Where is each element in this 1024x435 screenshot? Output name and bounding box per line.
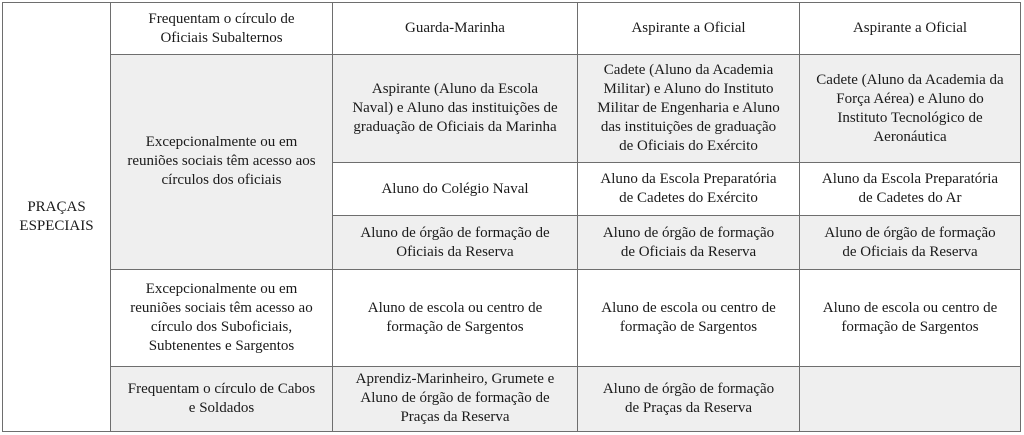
table-row [3,366,1021,431]
aeronautica-cell: Aluno de órgão de formação de Oficiais da Reserva [800,216,1021,269]
aeronautica-cell: Aspirante a Oficial [800,3,1021,55]
group-label: Excepcionalmente ou em reuniões sociais têm acesso aos círculos dos oficiais [111,55,333,269]
marinha-cell: Aluno de escola ou centro de formação de Sargentos [333,269,578,366]
table-row [3,3,1021,55]
aeronautica-cell [800,366,1021,431]
aeronautica-cell: Aluno de escola ou centro de formação de Sargentos [800,269,1021,366]
pracas-especiais-table [2,2,1021,432]
aeronautica-cell: Cadete (Aluno da Academia da Força Aérea) e Aluno do Instituto Tecnológico de Aeronáutica [800,55,1021,163]
exercito-cell: Aluno de escola ou centro de formação de Sargentos [578,269,800,366]
exercito-cell: Aluno da Escola Preparatória de Cadetes do Exército [578,163,800,216]
group-label: Frequentam o círculo de Oficiais Subalternos [111,3,333,55]
group-label: Frequentam o círculo de Cabos e Soldados [111,366,333,431]
marinha-cell: Guarda-Marinha [333,3,578,55]
table-row [3,55,1021,163]
exercito-cell: Aluno de órgão de formação de Oficiais da Reserva [578,216,800,269]
pracas-especiais-label: PRAÇAS ESPECIAIS [3,3,111,432]
marinha-cell: Aluno do Colégio Naval [333,163,578,216]
marinha-cell: Aspirante (Aluno da Escola Naval) e Aluno das instituições de graduação de Oficiais da Marinha [333,55,578,163]
exercito-cell: Aspirante a Oficial [578,3,800,55]
marinha-cell: Aprendiz-Marinheiro, Grumete e Aluno de órgão de formação de Praças da Reserva [333,366,578,431]
exercito-cell: Aluno de órgão de formação de Praças da Reserva [578,366,800,431]
table-row [3,269,1021,366]
aeronautica-cell: Aluno da Escola Preparatória de Cadetes do Ar [800,163,1021,216]
exercito-cell: Cadete (Aluno da Academia Militar) e Aluno do Instituto Militar de Engenharia e Aluno das instituições de graduação de Oficiais do Exército [578,55,800,163]
group-label: Excepcionalmente ou em reuniões sociais têm acesso ao círculo dos Suboficiais, Subtenentes e Sargentos [111,269,333,366]
marinha-cell: Aluno de órgão de formação de Oficiais da Reserva [333,216,578,269]
